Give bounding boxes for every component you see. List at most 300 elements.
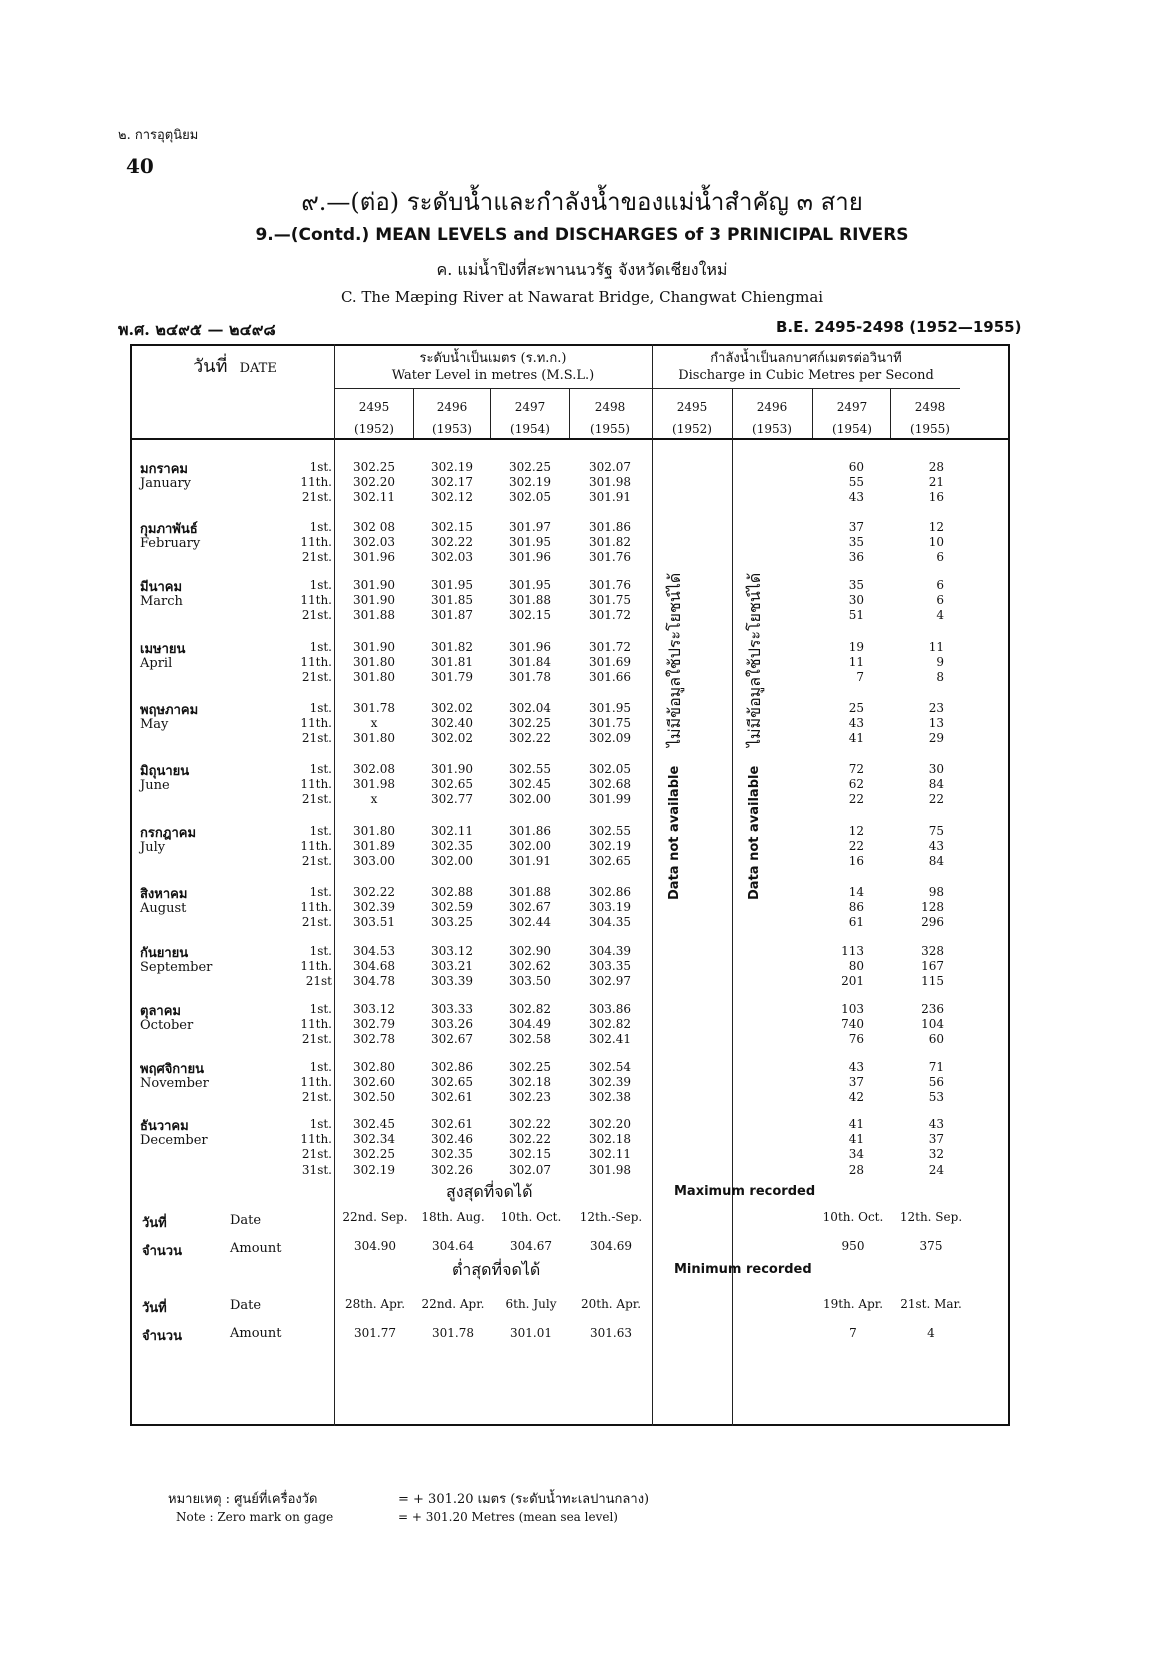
level-value: 301.96 (509, 640, 551, 654)
day-label: 21st. (301, 490, 332, 505)
year-ce-label: (1954) (832, 422, 872, 436)
minimum-level-date: 20th. Apr. (580, 1297, 642, 1311)
level-value: 302.82 (589, 1017, 631, 1032)
year-label: 2497 (514, 400, 546, 414)
level-value: 302.86 (431, 1060, 473, 1074)
level-value: 301.90 (353, 593, 395, 608)
level-value: x (370, 792, 378, 807)
level-value: 301.90 (431, 762, 473, 776)
level-header-english: Water Level in metres (M.S.L.) (391, 368, 595, 383)
level-value: 302.65 (431, 1075, 473, 1090)
day-label: 1st. (309, 701, 332, 715)
month-label-english: November (140, 1076, 209, 1091)
month-label-thai: เมษายน (140, 642, 186, 657)
level-value: 301.80 (353, 731, 395, 746)
level-header (336, 350, 650, 384)
level-value: 302.61 (431, 1090, 473, 1105)
not-available-english: Data not available (667, 765, 682, 900)
discharge-value: 11 (848, 655, 864, 670)
date-column-rule (334, 344, 335, 1426)
level-value: 301.96 (509, 550, 551, 565)
level-value: 302.44 (509, 915, 551, 930)
year-label: 2495 (358, 400, 390, 414)
month-label-thai: กันยายน (140, 946, 189, 961)
day-label: 1st. (309, 578, 332, 592)
day-label: 21st. (301, 1147, 332, 1162)
day-label: 21st. (301, 550, 332, 565)
level-value: 302.22 (509, 1132, 551, 1147)
not-available-1952 (662, 572, 687, 900)
level-value: 301.98 (589, 1162, 631, 1177)
level-value: 303.19 (589, 900, 631, 915)
level-value: 302.39 (589, 1075, 631, 1090)
month-label-english: April (140, 656, 173, 671)
discharge-value: 12 (928, 520, 944, 534)
level-value: 302.18 (589, 1132, 631, 1147)
level-value: 302.59 (431, 900, 473, 915)
level-value: 302 08 (353, 520, 395, 534)
date-header-english: DATE (239, 361, 277, 376)
discharge-value: 60 (848, 460, 864, 474)
level-value: 301.78 (353, 701, 395, 715)
level-value: 301.81 (431, 655, 473, 670)
level-value: 301.88 (509, 885, 551, 899)
month-label-english: December (140, 1133, 208, 1148)
level-value: 301.80 (353, 655, 395, 670)
level-value: 302.17 (431, 475, 473, 490)
level-value: 301.96 (353, 550, 395, 565)
discharge-value: 51 (848, 608, 864, 623)
discharge-value: 236 (921, 1002, 944, 1016)
note-value-thai: = + 301.20 เมตร (ระดับน้ำทะเลปานกลาง) (398, 1492, 650, 1507)
title-english: 9.—(Contd.) MEAN LEVELS and DISCHARGES of 3 PRINICIPAL RIVERS (255, 225, 909, 245)
not-available-english: Data not available (747, 765, 762, 900)
month-label-english: July (140, 840, 166, 855)
level-value: 302.62 (509, 959, 551, 974)
not-available-1953 (742, 572, 767, 900)
level-value: 302.07 (589, 460, 631, 474)
day-label: 1st. (309, 1002, 332, 1016)
minimum-level-date: 6th. July (505, 1297, 557, 1311)
discharge-value: 37 (848, 1075, 864, 1090)
day-label: 11th. (300, 1017, 332, 1032)
discharge-value: 29 (928, 731, 944, 746)
day-label: 11th. (300, 593, 332, 608)
day-label: 21st. (301, 1032, 332, 1047)
maximum-level-amount: 304.69 (590, 1239, 632, 1253)
discharge-value: 37 (928, 1132, 944, 1147)
month-label-english: March (140, 594, 183, 609)
level-value: 301.95 (509, 535, 551, 550)
level-value: 304.68 (353, 959, 395, 974)
page-number: 40 (126, 154, 154, 178)
level-value: 301.95 (509, 578, 551, 592)
month-label-english: October (140, 1018, 194, 1033)
level-value: 301.87 (431, 608, 473, 623)
month-label-thai: พฤษภาคม (140, 703, 199, 718)
discharge-header (654, 350, 958, 384)
discharge-value: 43 (928, 1117, 944, 1131)
level-value: 302.20 (353, 475, 395, 490)
discharge-value: 72 (848, 762, 864, 776)
month-label-thai: มิถุนายน (140, 764, 190, 779)
level-value: 302.77 (431, 792, 473, 807)
level-value: 302.22 (509, 731, 551, 746)
level-value: 302.58 (509, 1032, 551, 1047)
year-label: 2497 (836, 400, 868, 414)
level-value: 302.00 (509, 792, 551, 807)
discharge-value: 41 (848, 731, 864, 746)
day-label: 11th. (300, 777, 332, 792)
level-value: 302.25 (353, 460, 395, 474)
level-value: 302.88 (431, 885, 473, 899)
level-value: 302.18 (509, 1075, 551, 1090)
year-rule (490, 388, 491, 438)
level-value: 302.55 (589, 824, 631, 838)
year-ce-label: (1955) (910, 422, 950, 436)
discharge-value: 35 (848, 535, 864, 550)
discharge-value: 32 (928, 1147, 944, 1162)
discharge-value: 6 (936, 550, 944, 565)
day-label: 21st. (301, 608, 332, 623)
discharge-value: 30 (848, 593, 864, 608)
discharge-value: 35 (848, 578, 864, 592)
section-heading: ๒. การอุตุนิยม (118, 128, 199, 143)
maximum-amount-label-english: Amount (230, 1241, 282, 1256)
level-value: 302.11 (589, 1147, 631, 1162)
discharge-value: 8 (936, 670, 944, 685)
data-table-frame (130, 344, 1010, 1426)
note-value-english: = + 301.20 Metres (mean sea level) (398, 1510, 618, 1524)
discharge-value: 16 (928, 490, 944, 505)
level-value: 302.67 (509, 900, 551, 915)
maximum-date-label-thai: วันที่ (142, 1216, 167, 1231)
day-label: 1st. (309, 1060, 332, 1074)
level-value: 301.84 (509, 655, 551, 670)
level-value: 303.33 (431, 1002, 473, 1016)
minimum-discharge-date: 21st. Mar. (900, 1297, 962, 1311)
day-label: 1st. (309, 824, 332, 838)
period-english: B.E. 2495-2498 (1952—1955) (776, 318, 1022, 336)
discharge-value: 22 (928, 792, 944, 807)
day-label: 11th. (300, 655, 332, 670)
year-ce-label: (1952) (354, 422, 394, 436)
note-label-thai: หมายเหตุ : ศูนย์ที่เครื่องวัด (168, 1492, 318, 1507)
minimum-heading-thai: ต่ำสุดที่จดได้ (452, 1260, 541, 1279)
level-value: 302.04 (509, 701, 551, 715)
maximum-level-date: 18th. Aug. (421, 1210, 485, 1224)
maximum-level-date: 10th. Oct. (500, 1210, 562, 1224)
level-value: 301.72 (589, 640, 631, 654)
level-value: 302.03 (353, 535, 395, 550)
discharge-value: 41 (848, 1117, 864, 1131)
month-label-thai: สิงหาคม (140, 887, 188, 902)
maximum-discharge-amount: 950 (841, 1239, 865, 1253)
level-value: 302.19 (353, 1162, 395, 1177)
discharge-value: 60 (928, 1032, 944, 1047)
minimum-level-amount: 301.63 (590, 1326, 632, 1340)
discharge-value: 56 (928, 1075, 944, 1090)
day-label: 21st. (301, 854, 332, 869)
level-value: 302.11 (431, 824, 473, 838)
day-label: 11th. (300, 900, 332, 915)
month-label-english: February (140, 536, 201, 551)
level-value: 302.20 (589, 1117, 631, 1131)
year-ce-label: (1953) (752, 422, 792, 436)
level-value: 301.88 (509, 593, 551, 608)
period-thai: พ.ศ. ๒๔๙๕ — ๒๔๙๘ (118, 320, 276, 339)
maximum-date-label-english: Date (230, 1213, 262, 1228)
level-value: 302.09 (589, 731, 631, 746)
minimum-amount-label-thai: จำนวน (142, 1329, 182, 1344)
minimum-level-date: 22nd. Apr. (421, 1297, 485, 1311)
year-ce-label: (1952) (672, 422, 712, 436)
maximum-level-date: 12th.-Sep. (579, 1210, 643, 1224)
discharge-value: 28 (928, 460, 944, 474)
discharge-value: 37 (848, 520, 864, 534)
level-value: 302.19 (589, 839, 631, 854)
level-value: 302.50 (353, 1090, 395, 1105)
discharge-value: 22 (848, 792, 864, 807)
level-value: 302.02 (431, 701, 473, 715)
discharge-value: 128 (921, 900, 944, 915)
day-label: 1st. (309, 762, 332, 776)
discharge-header-english: Discharge in Cubic Metres per Second (678, 368, 934, 383)
level-value: 302.08 (353, 762, 395, 776)
level-value: 302.54 (589, 1060, 631, 1074)
maximum-amount-label-thai: จำนวน (142, 1244, 182, 1259)
minimum-discharge-date: 19th. Apr. (822, 1297, 884, 1311)
level-value: 301.91 (509, 854, 551, 869)
level-value: 302.02 (431, 731, 473, 746)
level-value: 301.90 (353, 640, 395, 654)
level-value: 302.35 (431, 1147, 473, 1162)
level-value: 303.35 (589, 959, 631, 974)
minimum-level-amount: 301.78 (432, 1326, 474, 1340)
level-value: 303.25 (431, 915, 473, 930)
year-label: 2495 (676, 400, 708, 414)
level-value: 302.05 (509, 490, 551, 505)
level-value: 301.98 (353, 777, 395, 792)
discharge-value: 36 (848, 550, 864, 565)
subtitle-thai: ค. แม่น้ำปิงที่สะพานนวรัฐ จังหวัดเชียงใหม่ (436, 260, 728, 279)
level-value: 303.21 (431, 959, 473, 974)
level-value: 301.88 (353, 608, 395, 623)
level-value: 301.97 (509, 520, 551, 534)
level-value: 302.39 (353, 900, 395, 915)
year-ce-label: (1954) (510, 422, 550, 436)
level-value: 301.82 (431, 640, 473, 654)
level-value: 302.00 (431, 854, 473, 869)
month-label-thai: กรกฎาคม (140, 826, 197, 841)
level-value: 301.75 (589, 716, 631, 731)
discharge-value: 21 (928, 475, 944, 490)
not-available-thai: ไม่มีข้อมูลใช้ประโยชน์ได้ (745, 572, 764, 747)
discharge-value: 75 (928, 824, 944, 838)
level-value: 303.26 (431, 1017, 473, 1032)
level-value: 302.25 (353, 1147, 395, 1162)
level-value: 301.80 (353, 670, 395, 685)
level-value: 302.79 (353, 1017, 395, 1032)
date-header-thai: วันที่ (193, 356, 228, 377)
discharge-value: 7 (856, 670, 864, 685)
discharge-value: 13 (928, 716, 944, 731)
level-value: 302.11 (353, 490, 395, 505)
minimum-amount-label-english: Amount (230, 1326, 282, 1341)
level-value: 302.25 (509, 716, 551, 731)
maximum-heading-thai: สูงสุดที่จดได้ (446, 1182, 533, 1201)
level-value: 302.41 (589, 1032, 631, 1047)
discharge-value: 740 (841, 1017, 864, 1032)
discharge-value: 115 (921, 974, 944, 989)
header-divider (334, 388, 960, 389)
not-available-thai: ไม่มีข้อมูลใช้ประโยชน์ได้ (665, 572, 684, 747)
day-label: 1st. (309, 640, 332, 654)
level-value: 301.85 (431, 593, 473, 608)
discharge-value: 53 (928, 1090, 944, 1105)
level-value: 302.12 (431, 490, 473, 505)
year-ce-label: (1955) (590, 422, 630, 436)
discharge-value: 4 (936, 608, 944, 623)
day-label: 11th. (300, 959, 332, 974)
level-value: 304.49 (509, 1017, 551, 1032)
discharge-value: 23 (928, 701, 944, 715)
level-value: 304.78 (353, 974, 395, 989)
discharge-value: 71 (928, 1060, 944, 1074)
discharge-value: 84 (928, 854, 944, 869)
date-header (150, 358, 320, 377)
discharge-value: 62 (848, 777, 864, 792)
minimum-heading-english: Minimum recorded (674, 1262, 812, 1277)
discharge-value: 296 (921, 915, 944, 930)
discharge-value: 30 (928, 762, 944, 776)
discharge-value: 61 (848, 915, 864, 930)
maximum-heading-english: Maximum recorded (674, 1184, 816, 1199)
level-value: 303.39 (431, 974, 473, 989)
level-value: 304.39 (589, 944, 631, 958)
maximum-discharge-date: 12th. Sep. (899, 1210, 963, 1224)
maximum-discharge-date: 10th. Oct. (822, 1210, 884, 1224)
discharge-value: 28 (848, 1162, 864, 1177)
level-value: 302.68 (589, 777, 631, 792)
minimum-level-amount: 301.77 (354, 1326, 396, 1340)
day-label: 21st. (301, 915, 332, 930)
level-value: 302.15 (509, 608, 551, 623)
year-rule (812, 388, 813, 438)
discharge-value: 12 (848, 824, 864, 838)
discharge-value: 43 (848, 490, 864, 505)
level-discharge-rule (652, 344, 653, 1426)
day-label: 1st. (309, 460, 332, 474)
discharge-value: 43 (848, 1060, 864, 1074)
note-label-english: Note : Zero mark on gage (176, 1510, 334, 1524)
discharge-value: 86 (848, 900, 864, 915)
year-label: 2498 (594, 400, 626, 414)
day-label: 11th. (300, 1132, 332, 1147)
day-label: 1st. (309, 1117, 332, 1131)
level-value: 301.91 (589, 490, 631, 505)
discharge-value: 328 (921, 944, 944, 958)
day-label: 11th. (300, 1075, 332, 1090)
level-value: 301.90 (353, 578, 395, 592)
discharge-value: 98 (928, 885, 944, 899)
day-label: 11th. (300, 839, 332, 854)
day-label: 11th. (300, 535, 332, 550)
month-label-thai: ธันวาคม (140, 1119, 189, 1134)
level-value: 302.45 (509, 777, 551, 792)
year-label: 2496 (756, 400, 788, 414)
minimum-discharge-amount: 7 (849, 1326, 857, 1340)
discharge-value: 34 (848, 1147, 864, 1162)
discharge-value: 55 (848, 475, 864, 490)
level-header-thai: ระดับน้ำเป็นเมตร (ร.ท.ก.) (419, 351, 567, 366)
level-value: 302.35 (431, 839, 473, 854)
discharge-value: 6 (936, 593, 944, 608)
year-rule (890, 388, 891, 438)
year-label: 2498 (914, 400, 946, 414)
discharge-value: 11 (928, 640, 944, 654)
discharge-header-thai: กำลังน้ำเป็นลกบาศก์เมตรต่อวินาที (710, 351, 902, 366)
level-value: 301.76 (589, 550, 631, 565)
discharge-value: 6 (936, 578, 944, 592)
level-value: 302.25 (509, 1060, 551, 1074)
minimum-level-date: 28th. Apr. (344, 1297, 406, 1311)
level-value: 302.15 (431, 520, 473, 534)
level-value: 301.76 (589, 578, 631, 592)
level-value: 302.78 (353, 1032, 395, 1047)
level-value: 302.65 (431, 777, 473, 792)
day-label: 1st. (309, 944, 332, 958)
level-value: 302.97 (589, 974, 631, 989)
level-value: 302.03 (431, 550, 473, 565)
discharge-value: 76 (848, 1032, 864, 1047)
level-value: 301.69 (589, 655, 631, 670)
discharge-value: 103 (841, 1002, 864, 1016)
discharge-value: 113 (841, 944, 864, 958)
month-label-english: August (140, 901, 187, 916)
discharge-value: 42 (848, 1090, 864, 1105)
level-value: 301.79 (431, 670, 473, 685)
level-value: 302.23 (509, 1090, 551, 1105)
month-label-thai: มีนาคม (140, 580, 183, 595)
level-value: 302.90 (509, 944, 551, 958)
discharge-value: 167 (921, 959, 944, 974)
month-label-thai: กุมภาพันธ์ (140, 522, 198, 537)
month-label-thai: พฤศจิกายน (140, 1062, 204, 1077)
level-value: 303.51 (353, 915, 395, 930)
year-rule (569, 388, 570, 438)
level-value: 303.00 (353, 854, 395, 869)
day-label: 31st. (301, 1162, 332, 1177)
month-label-english: September (140, 960, 213, 975)
level-value: 304.53 (353, 944, 395, 958)
day-label: 11th. (300, 716, 332, 731)
maximum-discharge-amount: 375 (919, 1239, 943, 1253)
level-value: 302.00 (509, 839, 551, 854)
level-value: 302.40 (431, 716, 473, 731)
discharge-value: 9 (936, 655, 944, 670)
minimum-date-label-english: Date (230, 1298, 262, 1313)
level-value: 302.46 (431, 1132, 473, 1147)
minimum-level-amount: 301.01 (510, 1326, 552, 1340)
level-value: 302.22 (353, 885, 395, 899)
level-value: 301.82 (589, 535, 631, 550)
level-value: 303.50 (509, 974, 551, 989)
day-label: 21st (305, 974, 332, 989)
level-value: 303.12 (431, 944, 473, 958)
level-value: 302.45 (353, 1117, 395, 1131)
level-value: 301.75 (589, 593, 631, 608)
